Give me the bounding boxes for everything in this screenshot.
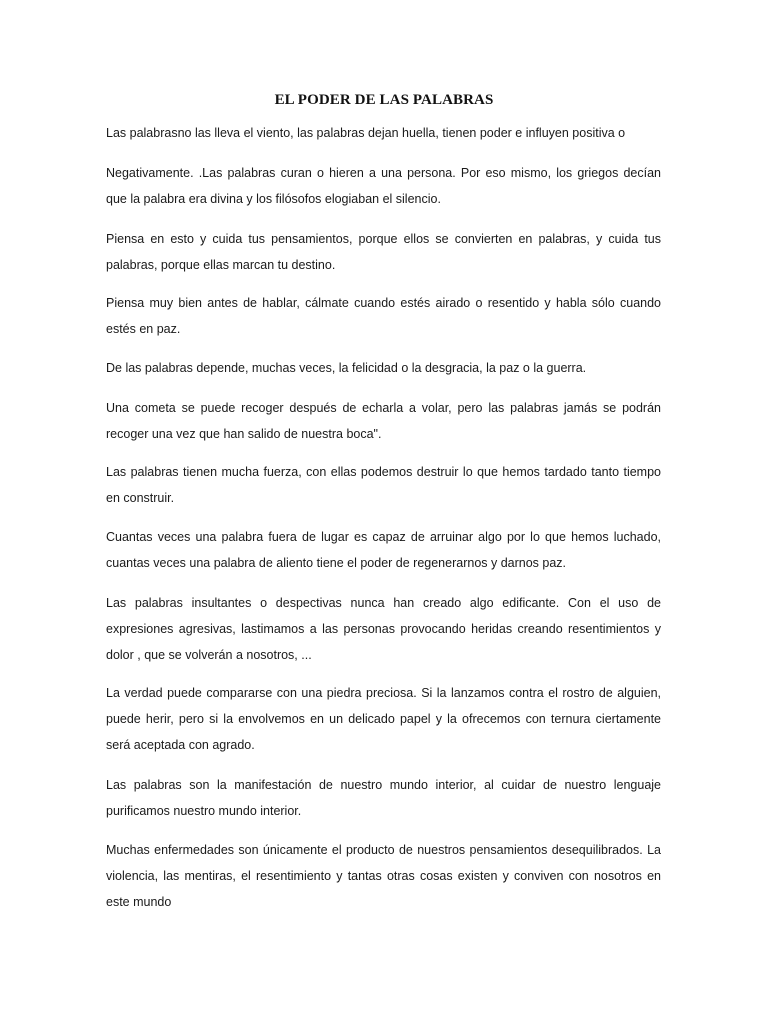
paragraph-9: Las palabras insultantes o despectivas nunca han creado algo edificante. Con el uso de expresiones agresivas, lastimamos a las personas provocando heridas creando resentimientos y dolor , que se volverán a nosotros, ...	[106, 596, 661, 662]
document-title: EL PODER DE LAS PALABRAS	[274, 92, 494, 108]
paragraph-4: Piensa muy bien antes de hablar, cálmate cuando estés airado o resentido y habla sólo cuando estés en paz.	[106, 296, 661, 336]
paragraph-8: Cuantas veces una palabra fuera de lugar es capaz de arruinar algo por lo que hemos luchado, cuantas veces una palabra de aliento tiene el poder de regenerarnos y darnos paz.	[106, 530, 661, 570]
paragraph-3: Piensa en esto y cuida tus pensamientos, porque ellos se convierten en palabras, y cuida tus palabras, porque ellas marcan tu destino.	[106, 232, 661, 272]
paragraph-10: La verdad puede compararse con una piedra preciosa. Si la lanzamos contra el rostro de alguien, puede herir, pero si la envolvemos en un delicado papel y la ofrecemos con ternura ciertamente será aceptada con agrado.	[106, 686, 661, 752]
paragraph-2: Negativamente. .Las palabras curan o hieren a una persona. Por eso mismo, los griegos decían que la palabra era divina y los filósofos elogiaban el silencio.	[106, 166, 661, 206]
paragraph-1: Las palabrasno las lleva el viento, las palabras dejan huella, tienen poder e influyen positiva o	[106, 126, 626, 140]
paragraph-12: Muchas enfermedades son únicamente el producto de nuestros pensamientos desequilibrados. La violencia, las mentiras, el resentimiento y tantas otras cosas existen y conviven con nosotros en este mundo	[106, 843, 661, 909]
paragraph-7: Las palabras tienen mucha fuerza, con ellas podemos destruir lo que hemos tardado tanto tiempo en construir.	[106, 465, 661, 505]
paragraph-11: Las palabras son la manifestación de nuestro mundo interior, al cuidar de nuestro lenguaje purificamos nuestro mundo interior.	[106, 778, 661, 818]
paragraph-5: De las palabras depende, muchas veces, la felicidad o la desgracia, la paz o la guerra.	[106, 361, 587, 375]
paragraph-6: Una cometa se puede recoger después de echarla a volar, pero las palabras jamás se podrán recoger una vez que han salido de nuestra boca".	[106, 401, 661, 441]
